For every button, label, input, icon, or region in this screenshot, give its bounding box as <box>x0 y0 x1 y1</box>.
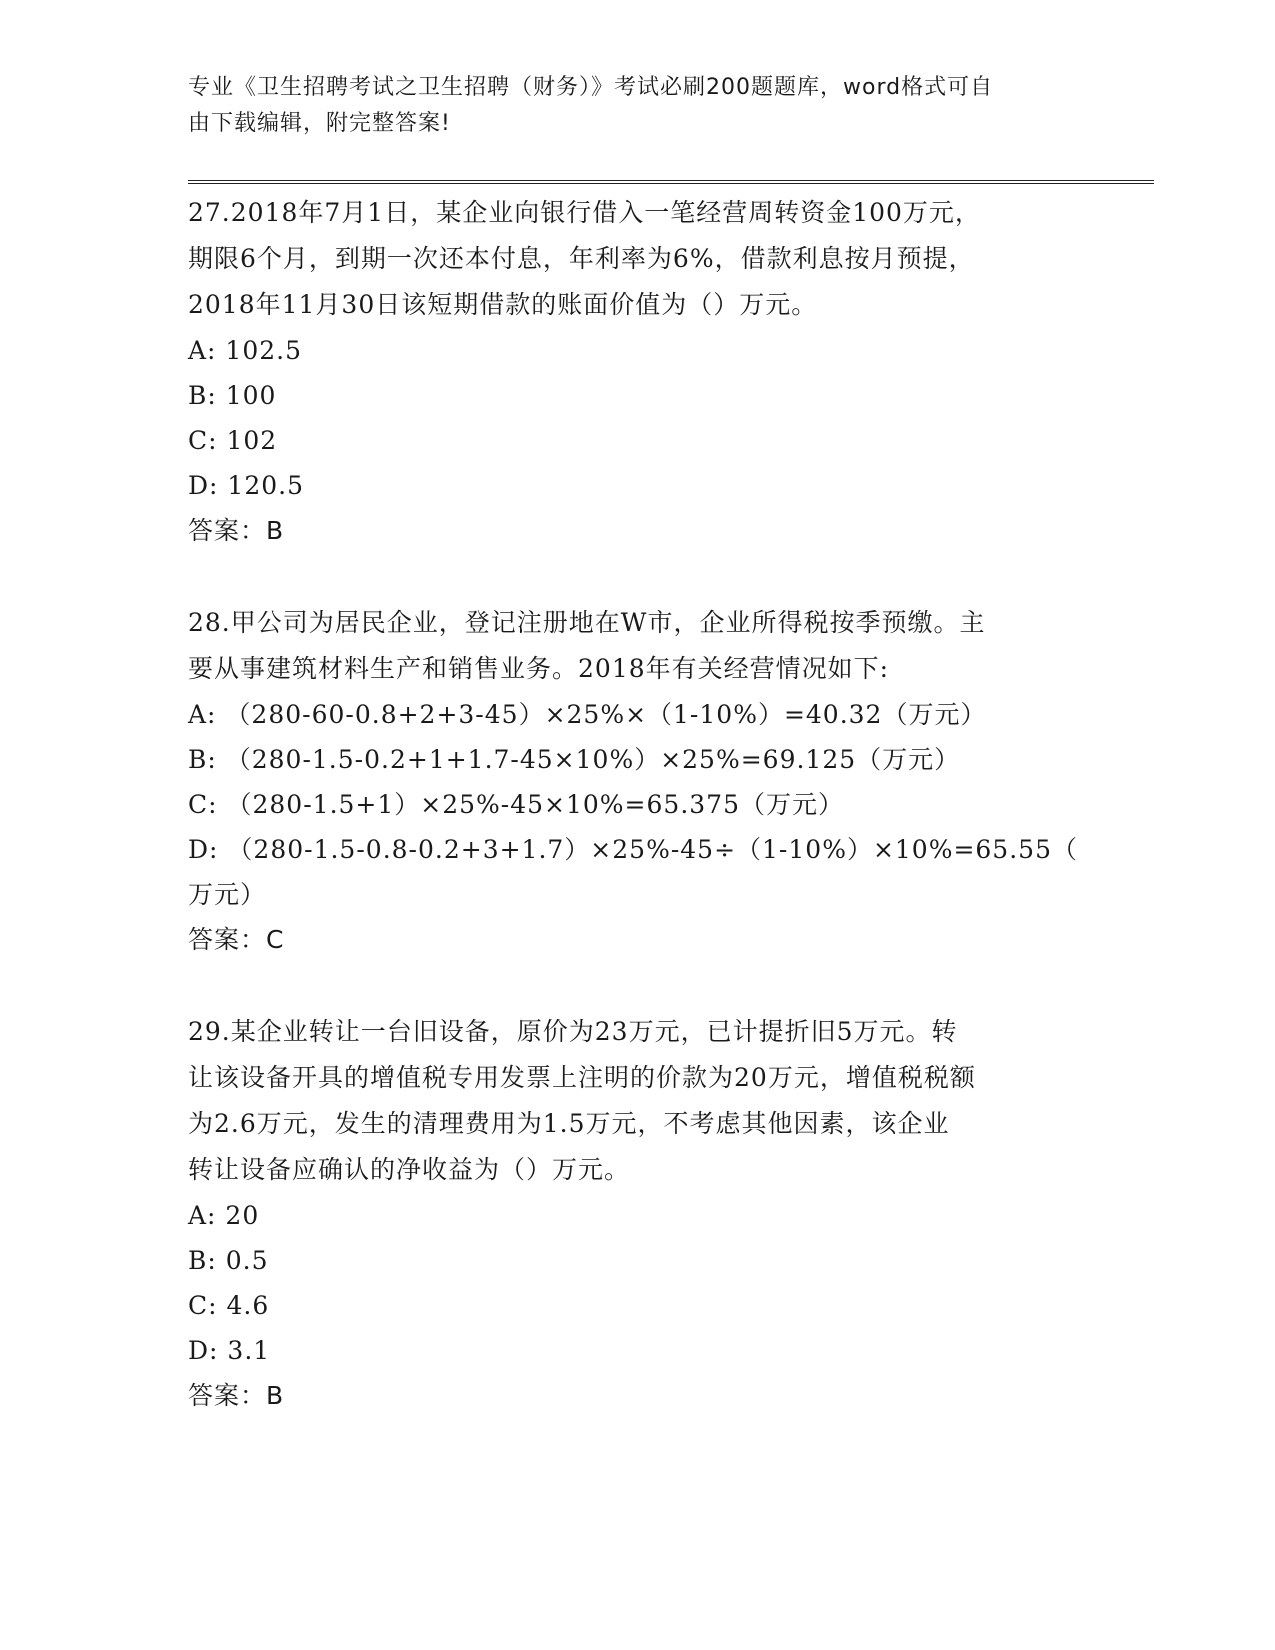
answer: 答案：C <box>188 925 285 954</box>
answer: 答案：B <box>188 1381 285 1410</box>
option-a: A: 20 <box>188 1201 260 1230</box>
option-a: A: （280-60-0.8+2+3-45）×25%×（1-10%）=40.32（万元） <box>188 700 987 729</box>
option-d: D: （280-1.5-0.8-0.2+3+1.7）×25%-45÷（1-10%）×10%=65.55（ 万元） <box>188 835 1078 909</box>
option-c: C: 102 <box>188 426 278 455</box>
option-d: D: 120.5 <box>188 471 304 500</box>
option-d: D: 3.1 <box>188 1336 271 1365</box>
question-list <box>188 190 1088 1419</box>
option-b: B: 100 <box>188 381 277 410</box>
header-line-1: 专业《卫生招聘考试之卫生招聘（财务）》考试必刷200题题库，word格式可自 <box>188 75 994 100</box>
header-divider <box>188 180 1154 184</box>
header-line-2: 由下载编辑，附完整答案! <box>188 111 451 136</box>
option-a: A: 102.5 <box>188 336 302 365</box>
question-text-line: 28.甲公司为居民企业，登记注册地在W市，企业所得税按季预缴。主 <box>188 608 986 637</box>
question-spacer <box>188 554 1088 600</box>
question-29 <box>188 1009 1088 1419</box>
option-b: B: （280-1.5-0.2+1+1.7-45×10%）×25%=69.125（万元） <box>188 745 961 774</box>
question-text-line: 期限6个月，到期一次还本付息，年利率为6%，借款利息按月预提， <box>188 244 975 273</box>
answer: 答案：B <box>188 516 285 545</box>
page-header <box>188 70 1068 142</box>
question-text-line: 让该设备开具的增值税专用发票上注明的价款为20万元，增值税税额 <box>188 1063 976 1092</box>
option-c: C: 4.6 <box>188 1291 270 1320</box>
question-28 <box>188 600 1088 963</box>
question-spacer <box>188 963 1088 1009</box>
question-text-line: 2018年11月30日该短期借款的账面价值为（）万元。 <box>188 290 818 319</box>
question-text-line: 29.某企业转让一台旧设备，原价为23万元，已计提折旧5万元。转 <box>188 1017 958 1046</box>
question-text-line: 要从事建筑材料生产和销售业务。2018年有关经营情况如下: <box>188 654 890 683</box>
question-text-line: 转让设备应确认的净收益为（）万元。 <box>188 1155 631 1184</box>
question-text-line: 27.2018年7月1日，某企业向银行借入一笔经营周转资金100万元， <box>188 198 981 227</box>
question-27 <box>188 190 1088 554</box>
question-text-line: 为2.6万元，发生的清理费用为1.5万元，不考虑其他因素，该企业 <box>188 1109 950 1138</box>
option-c: C: （280-1.5+1）×25%-45×10%=65.375（万元） <box>188 790 844 819</box>
option-b: B: 0.5 <box>188 1246 269 1275</box>
